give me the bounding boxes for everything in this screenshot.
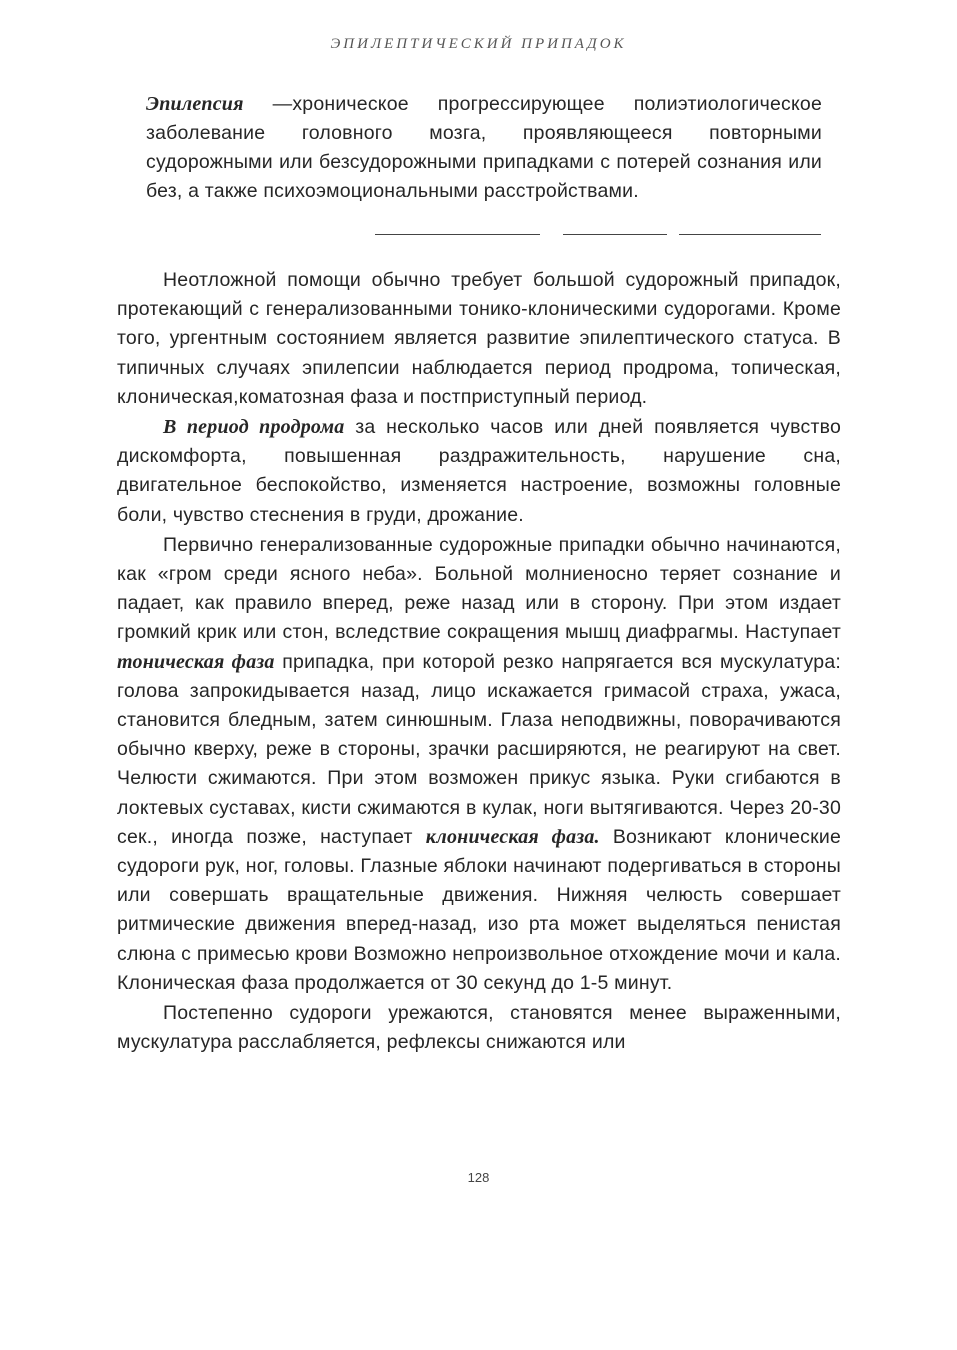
definition-rule-1 [375, 234, 540, 235]
definition-rule-2 [563, 234, 667, 235]
clonic-phase-term: клоническая фаза. [425, 825, 600, 848]
paragraph-prodrome [117, 413, 841, 530]
paragraph-recovery: Постепенно судороги урежаются, становятся менее выраженными, мускулатура расслабляется, рефлексы снижаются или [117, 1002, 841, 1054]
running-head: ЭПИЛЕПТИЧЕСКИЙ ПРИПАДОК [330, 36, 627, 52]
page-number: 128 [467, 1170, 490, 1185]
definition-term: Эпилепсия [146, 93, 244, 115]
seizure-text-a: Первично генерализованные судорожные припадки обычно начинаются, как «гром среди ясного неба». Больной молниеносно теряет сознание и падает, как правило вперед, реже назад или в сторону. При этом издает громкий крик или стон, вследствие сокращения мышц диафрагмы. Наступает [117, 533, 841, 644]
paragraph-seizure-phases [117, 531, 841, 998]
prodrome-heading: В период продрома [163, 416, 345, 439]
paragraph-emergency: Неотложной помощи обычно требует большой судорожный припадок, протекающий с генерализованными тонико-клоническими судорогами. Кроме того, ургентным состоянием является развитие эпилептического статуса. В типичных случаях эпилепсии наблюдается период продрома, топическая, клоническая,коматозная фаза и постприступный период. [117, 269, 841, 408]
body-text [117, 266, 841, 1058]
tonic-phase-term: тоническая фаза [117, 650, 275, 673]
seizure-text-c: Возникают клонические судороги рук, ног, головы. Глазные яблоки начинают подергиваться в стороны или совершать вращательные движения. Нижняя челюсть совершает ритмические движения вперед-назад, изо рта может выделяться пенистая слюна с примесью крови Возможно непроизвольное отхождение мочи и кала. Клоническая фаза продолжается от 30 секунд до 1-5 минут. [117, 825, 841, 994]
prodrome-text: за несколько часов или дней появляется чувство дискомфорта, повышенная раздражительность, нарушение сна, двигательное беспокойство, изменяется настроение, возможны головные боли, чувство стеснения в груди, дрожание. [117, 416, 841, 526]
definition-text: —хроническое прогрессирующее полиэтиологическое заболевание головного мозга, проявляющееся повторными судорожными или безсудорожными припадками с потерей сознания или без, а также психоэмоциональными расстройствами. [146, 93, 822, 202]
definition-rule-3 [679, 234, 821, 235]
seizure-text-b: припадка, при которой резко напрягается вся мускулатура: голова запрокидывается назад, лицо искажается гримасой страха, ужаса, становится бледным, затем синюшным. Глаза неподвижны, поворачиваются обычно кверху, реже в стороны, зрачки расширяются, не реагируют на свет. Челюсти сжимаются. При этом возможен прикус языка. Руки сгибаются в локтевых суставах, кисти сжимаются в кулак, ноги вытягиваются. Через 20-30 сек., иногда позже, наступает [117, 650, 841, 848]
definition-block [146, 90, 822, 206]
